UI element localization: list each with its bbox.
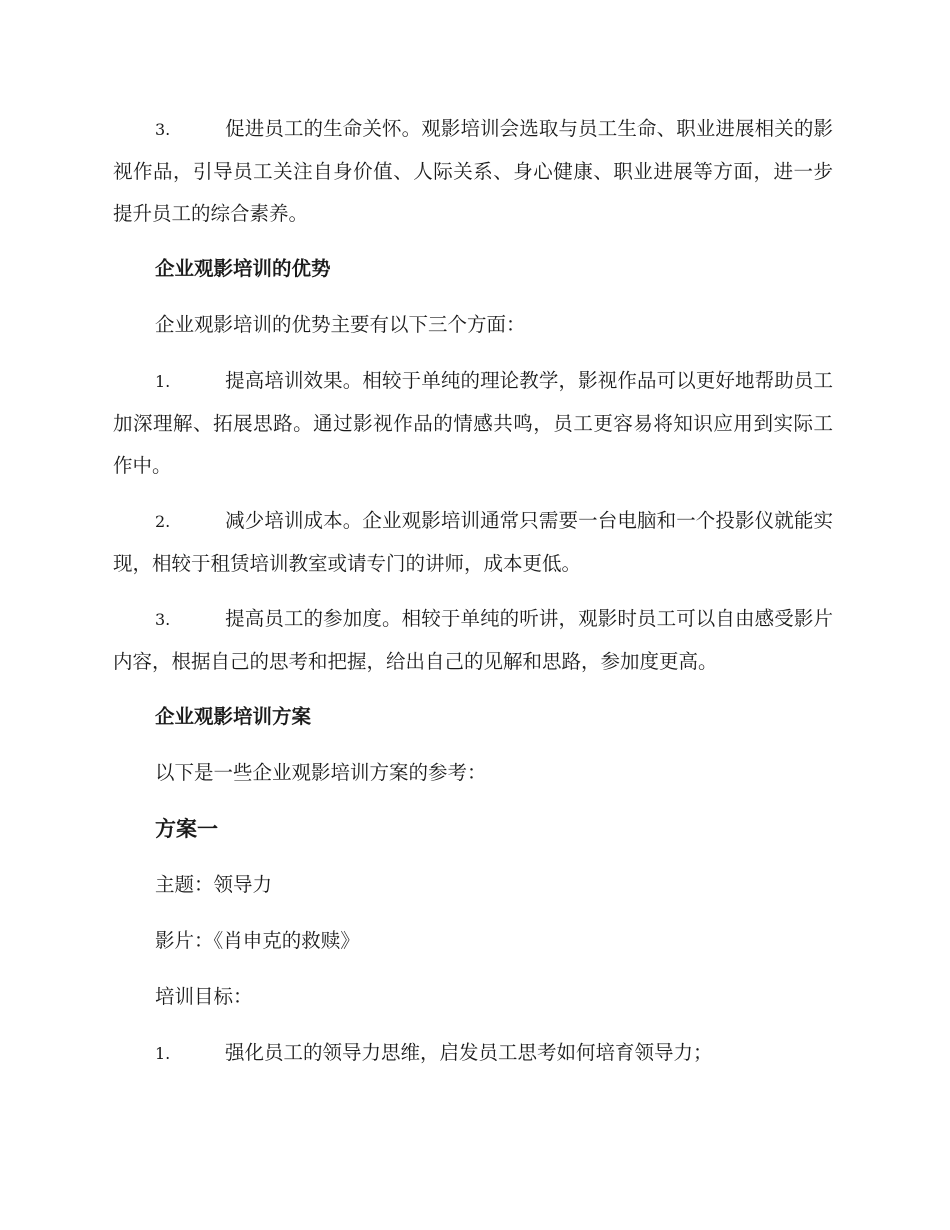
list-item-text: 减少培训成本。企业观影培训通常只需要一台电脑和一个投影仪就能实现，相较于租赁培训教室或请专门的讲师，成本更低。 [113,509,833,575]
list-number: 2. [155,512,171,531]
list-number: 3. [155,120,171,139]
list-item-text: 提高员工的参加度。相较于单纯的听讲，观影时员工可以自由感受影片内容，根据自己的思考和把握，给出自己的见解和思路，参加度更高。 [113,607,833,673]
list-item-goal-1 [113,1032,833,1075]
list-item-advantage-2 [113,500,833,585]
list-item-life-care [113,108,833,235]
document-body [113,108,833,1088]
plan-one-heading: 方案一 [155,816,218,841]
list-number: 1. [155,372,171,391]
list-number: 1. [155,1044,171,1063]
list-number: 3. [155,610,171,629]
plan-one-goals-label: 培训目标： [155,985,253,1008]
plan-one-film: 影片：《肖申克的救赎》 [155,929,360,952]
list-item-advantage-3 [113,598,833,683]
section-heading-advantages: 企业观影培训的优势 [155,257,331,280]
list-item-text: 促进员工的生命关怀。观影培训会选取与员工生命、职业进展相关的影视作品，引导员工关注自身价值、人际关系、身心健康、职业进展等方面，进一步提升员工的综合素养。 [113,117,833,225]
list-item-text: 强化员工的领导力思维，启发员工思考如何培育领导力； [225,1041,713,1064]
section-heading-plans: 企业观影培训方案 [155,705,312,728]
list-item-advantage-1 [113,360,833,487]
advantages-intro: 企业观影培训的优势主要有以下三个方面： [155,313,526,336]
list-item-text: 提高培训效果。相较于单纯的理论教学，影视作品可以更好地帮助员工加深理解、拓展思路。通过影视作品的情感共鸣，员工更容易将知识应用到实际工作中。 [113,369,833,477]
plans-intro: 以下是一些企业观影培训方案的参考： [155,761,487,784]
plan-one-theme: 主题：领导力 [155,873,273,896]
